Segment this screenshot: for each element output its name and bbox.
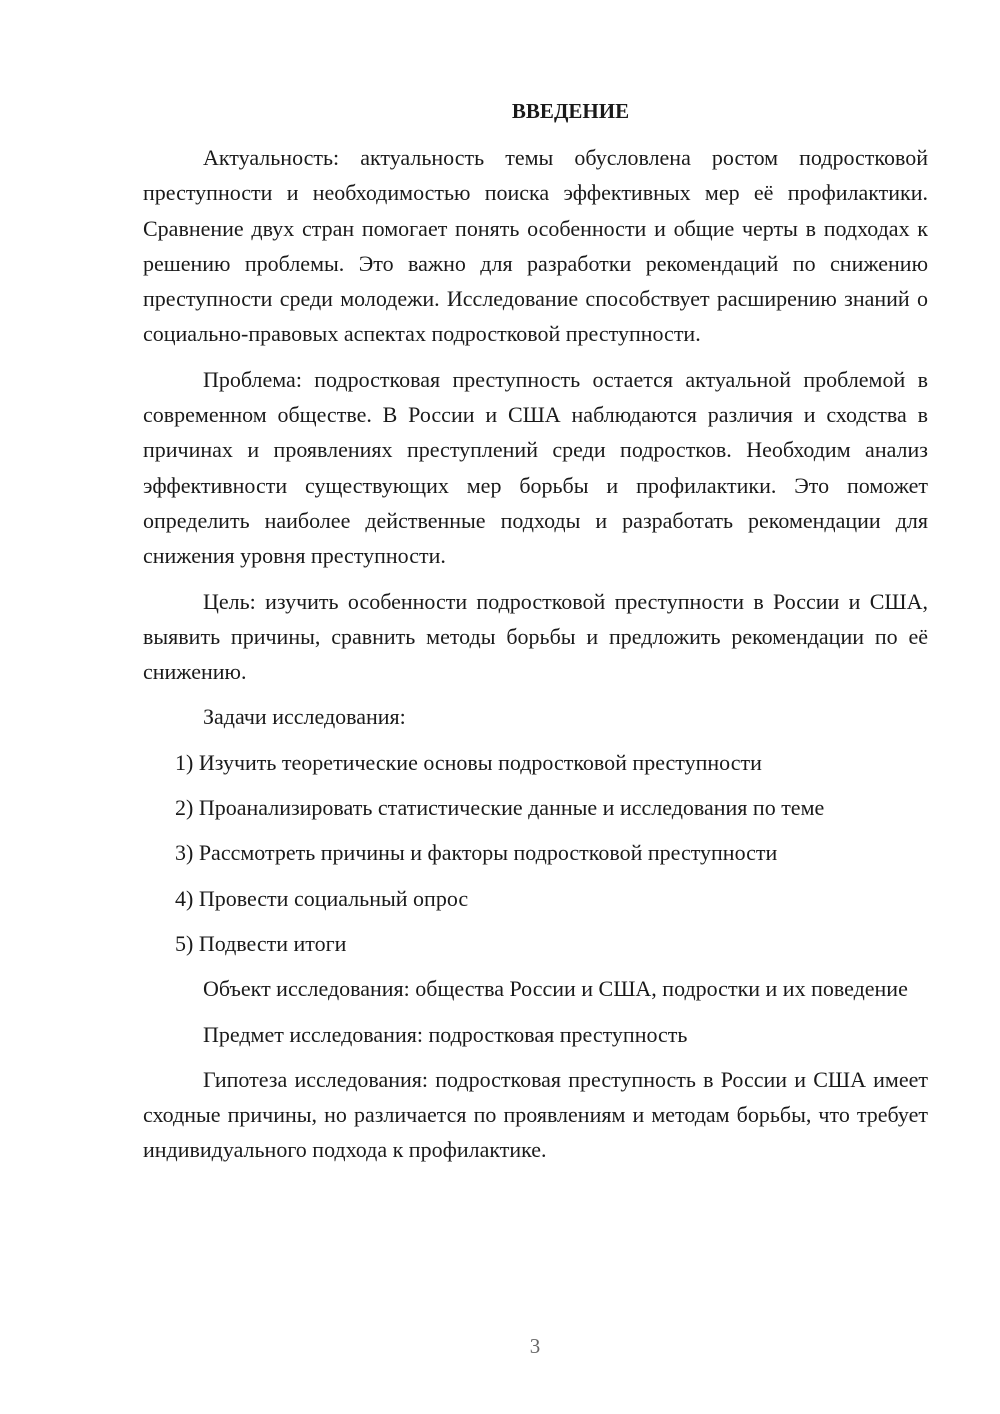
subject-paragraph: Предмет исследования: подростковая преступность [203,1021,688,1047]
problem-paragraph: Проблема: подростковая преступность остается актуальной проблемой в современном обществе. В России и США наблюдаются различия и сходства в причинах и проявлениях преступлений среди подростков. Необходим анализ эффективности существующих мер борьбы и профилактики. Это поможет определить наиболее действенные подходы и разработать рекомендации для снижения уровня преступности. [143,366,928,569]
task-item: 5) Подвести итоги [175,930,347,956]
hypothesis-paragraph: Гипотеза исследования: подростковая преступность в России и США имеет сходные причины, но различается по проявлениям и методам борьбы, что требует индивидуального подхода к профилактике. [143,1066,928,1163]
section-title: ВВЕДЕНИЕ [511,99,630,123]
document-page [143,96,928,1178]
page-number: 3 [529,1334,541,1358]
tasks-list [143,745,928,961]
task-item: 2) Проанализировать статистические данные и исследования по теме [175,795,825,821]
task-item: 1) Изучить теоретические основы подростковой преступности [175,749,762,775]
relevance-paragraph: Актуальность: актуальность темы обусловлена ростом подростковой преступности и необходимостью поиска эффективных мер её профилактики. Сравнение двух стран помогает понять особенности и общие черты в подходах к решению проблемы. Это важно для разработки рекомендаций по снижению преступности среди молодежи. Исследование способствует расширению знаний о социально-правовых аспектах подростковой преступности. [143,145,928,347]
goal-paragraph: Цель: изучить особенности подростковой преступности в России и США, выявить причины, сравнить методы борьбы и предложить рекомендации по её снижению. [143,588,928,685]
task-item: 3) Рассмотреть причины и факторы подростковой преступности [175,840,778,866]
object-paragraph: Объект исследования: общества России и США, подростки и их поведение [203,976,908,1002]
tasks-heading: Задачи исследования: [203,704,406,730]
task-item: 4) Провести социальный опрос [175,885,469,911]
